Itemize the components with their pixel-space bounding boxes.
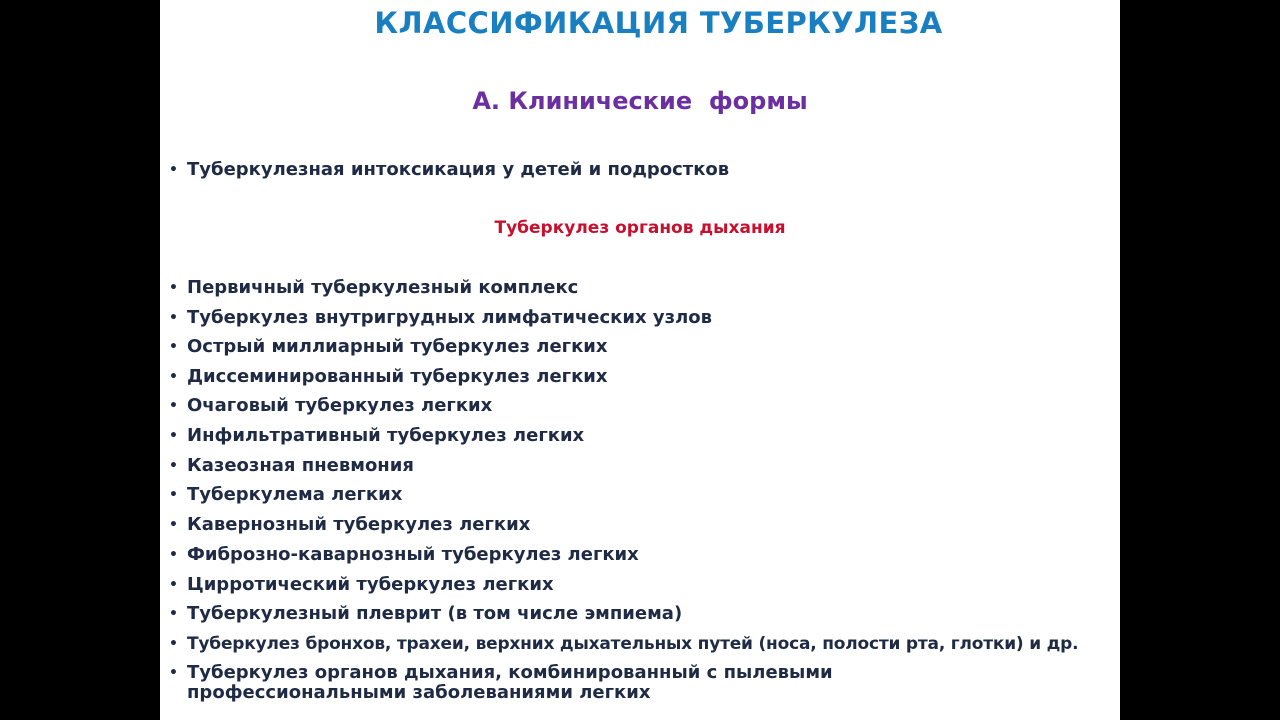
- bullet-dot: •: [169, 577, 178, 593]
- list-item-text: Фиброзно-каварнозный туберкулез легких: [187, 544, 639, 565]
- bullet-dot: •: [169, 636, 178, 652]
- list-item-text: Туберкулезный плеврит (в том числе эмпиема): [187, 603, 683, 624]
- list-item-text: Цирротический туберкулез легких: [187, 574, 554, 595]
- slide-title: КЛАССИФИКАЦИЯ ТУБЕРКУЛЕЗА: [374, 6, 943, 40]
- bullet-dot: •: [169, 369, 178, 385]
- bullet-dot: •: [169, 547, 178, 563]
- bullet-dot: •: [169, 517, 178, 533]
- section-heading: Туберкулез органов дыхания: [494, 218, 786, 238]
- bullet-dot: •: [169, 280, 178, 296]
- list-item-text: Туберкулез органов дыхания, комбинированный с пылевыми профессиональными заболеваниями легких: [187, 662, 833, 703]
- list-item-text: Очаговый туберкулез легких: [187, 395, 493, 416]
- list-item-text: Туберкулез внутригрудных лимфатических узлов: [187, 307, 713, 328]
- bullet-dot: •: [169, 339, 178, 355]
- list-item-text: Туберкулез бронхов, трахеи, верхних дыхательных путей (носа, полости рта, глотки) и др.: [187, 634, 1079, 654]
- list-item-text: Туберкулезная интоксикация у детей и подростков: [187, 159, 730, 180]
- list-item-text: Диссеминированный туберкулез легких: [187, 366, 608, 387]
- list-item-text: Кавернозный туберкулез легких: [187, 514, 531, 535]
- list-item-text: Казеозная пневмония: [187, 455, 414, 476]
- bullet-dot: •: [169, 428, 178, 444]
- list-item-text: Туберкулема легких: [187, 484, 403, 505]
- bullet-dot: •: [169, 458, 178, 474]
- bullet-dot: •: [169, 162, 178, 178]
- list-item-text: Первичный туберкулезный комплекс: [187, 277, 579, 298]
- bullet-dot: •: [169, 665, 178, 681]
- bullet-dot: •: [169, 487, 178, 503]
- slide-subtitle: А. Клинические формы: [472, 87, 808, 115]
- bullet-dot: •: [169, 398, 178, 414]
- list-item-text: Острый миллиарный туберкулез легких: [187, 336, 608, 357]
- slide: [160, 0, 1120, 720]
- bullet-dot: •: [169, 310, 178, 326]
- list-item-text: Инфильтративный туберкулез легких: [187, 425, 585, 446]
- bullet-dot: •: [169, 606, 178, 622]
